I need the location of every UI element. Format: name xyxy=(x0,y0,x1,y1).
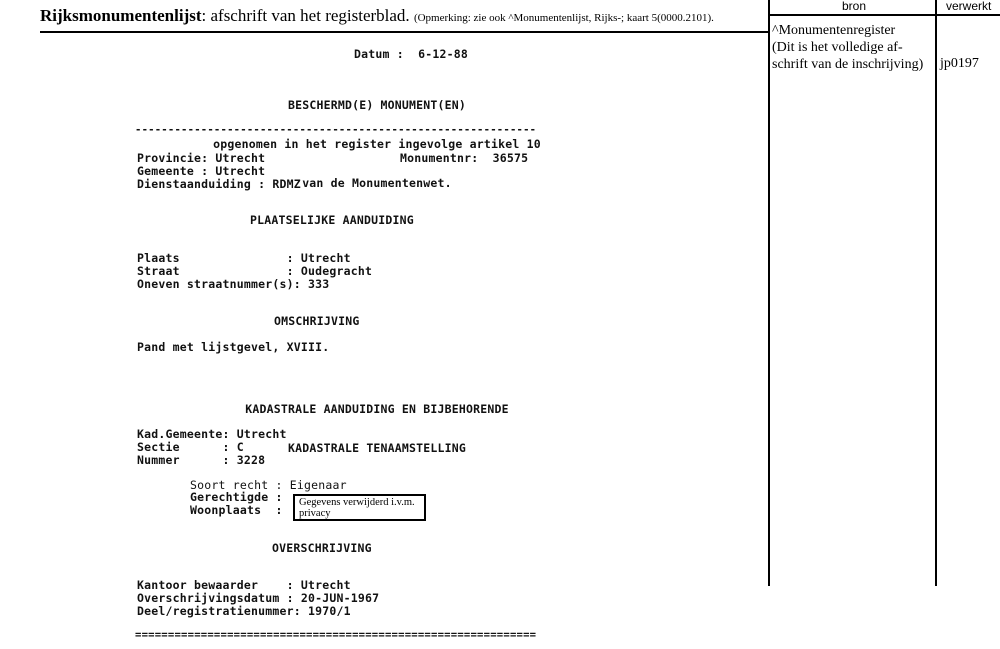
plaatselijke-aanduiding-title: PLAATSELIJKE AANDUIDING xyxy=(250,213,414,227)
bron-line: schrift van de inschrijving) xyxy=(772,57,924,72)
heading-line: BESCHERMD(E) MONUMENT(EN) xyxy=(287,98,467,112)
sectie-line: Sectie : C xyxy=(137,440,244,454)
bron-column-header: bron xyxy=(842,0,867,13)
verwerkt-cell: jp0197 xyxy=(940,56,979,71)
header-title-rest: : afschrift van het registerblad. xyxy=(201,6,410,25)
header-rule xyxy=(40,31,768,33)
soort-recht-line: Soort recht : Eigenaar xyxy=(190,478,347,492)
kantoor-bewaarder-line: Kantoor bewaarder : Utrecht xyxy=(137,578,351,592)
gemeente-line: Gemeente : Utrecht xyxy=(137,164,266,178)
woonplaats-line: Woonplaats : xyxy=(190,503,283,517)
nummer-line: Nummer : 3228 xyxy=(137,453,266,467)
equals-rule: ============================================================= xyxy=(135,629,537,641)
heading-line: opgenomen in het register ingevolge artikel 10 xyxy=(213,137,541,151)
document-header xyxy=(40,6,714,26)
gerechtigde-line: Gerechtigde : xyxy=(190,490,283,504)
heading-line: van de Monumentenwet. xyxy=(302,176,452,190)
deel-registratienummer-line: Deel/registratienummer: 1970/1 xyxy=(137,604,351,618)
header-remark: (Opmerking: zie ook ^Monumentenlijst, Rijks-; kaart 5(0000.2101). xyxy=(413,12,714,24)
kadastrale-title-line: KADASTRALE TENAAMSTELLING xyxy=(287,441,467,455)
dienstaanduiding-line: Dienstaanduiding : RDMZ xyxy=(137,177,301,191)
oneven-straatnummers-line: Oneven straatnummer(s): 333 xyxy=(137,277,330,291)
omschrijving-text: Pand met lijstgevel, XVIII. xyxy=(137,340,330,354)
privacy-redaction-box: Gegevens verwijderd i.v.m. privacy xyxy=(293,494,426,521)
provincie-line: Provincie: Utrecht xyxy=(137,151,266,165)
dash-rule: ------------------------------------------------------------- xyxy=(135,124,537,136)
kadastrale-title-line: KADASTRALE AANDUIDING EN BIJBEHORENDE xyxy=(245,402,509,416)
straat-line: Straat : Oudegracht xyxy=(137,264,373,278)
plaats-line: Plaats : Utrecht xyxy=(137,251,351,265)
column-header-rule xyxy=(768,14,1000,16)
bron-line: ^Monumentenregister xyxy=(772,23,896,38)
datum-line: Datum : 6-12-88 xyxy=(354,47,468,61)
bron-column-left-border xyxy=(768,0,770,586)
bron-line: (Dit is het volledige af- xyxy=(772,40,903,55)
kad-gemeente-line: Kad.Gemeente: Utrecht xyxy=(137,427,287,441)
overschrijving-title: OVERSCHRIJVING xyxy=(272,541,372,555)
verwerkt-column-header: verwerkt xyxy=(946,0,992,13)
omschrijving-title: OMSCHRIJVING xyxy=(274,314,360,328)
verwerkt-column-left-border xyxy=(935,0,937,586)
overschrijvingsdatum-line: Overschrijvingsdatum : 20-JUN-1967 xyxy=(137,591,380,605)
monumentnr-line: Monumentnr: 36575 xyxy=(400,151,529,165)
bron-cell xyxy=(772,22,923,73)
header-title-bold: Rijksmonumentenlijst xyxy=(40,6,202,25)
